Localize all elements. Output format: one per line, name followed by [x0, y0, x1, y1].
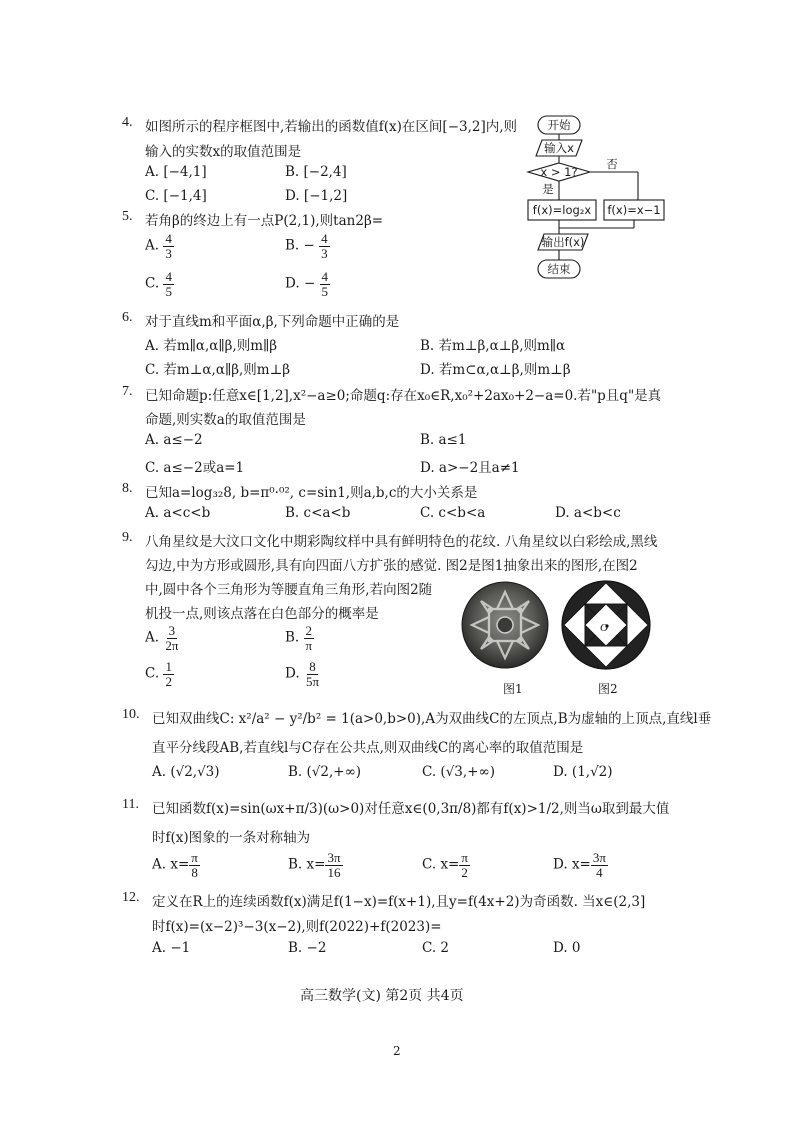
question-12-text-line1: 定义在R上的连续函数f(x)满足f(1−x)=f(x+1),且y=f(4x+2)为奇函数. 当x∈(2,3] [152, 894, 646, 910]
question-11-option-b [288, 851, 343, 879]
figure-2-center-label: O [600, 622, 608, 634]
question-7-option-a: A. a≤−2 [145, 432, 203, 448]
fraction-numerator: 4 [321, 231, 328, 246]
option-label: D. [553, 856, 568, 873]
flowchart-yes-label: 是 [542, 182, 554, 196]
option-sign: − [303, 275, 316, 292]
figure-1-pottery-photo [460, 580, 550, 670]
question-11-text-line1: 已知函数f(x)=sin(ωx+π/3)(ω>0)对任意x∈(0,3π/8)都有f(x)>1/2,则当ω取到最大值 [152, 801, 670, 817]
fraction [591, 851, 608, 879]
option-prefix: x= [571, 856, 591, 873]
page-footer: 高三数学(文) 第2页 共4页 [300, 988, 464, 1004]
question-4-text-line1: 如图所示的程序框图中,若输出的函数值f(x)在区间[−3,2]内,则 [145, 119, 518, 135]
question-10-option-a: A. (√2,√3) [152, 764, 220, 780]
page-number: 2 [393, 1044, 401, 1058]
question-7-option-b: B. a≤1 [420, 432, 467, 448]
question-8-option-c: C. c<b<a [420, 505, 486, 521]
question-8-option-d: D. a<b<c [555, 505, 621, 521]
question-8-text-line1: 已知a=log₃₂8, b=π⁰·⁰², c=sin1,则a,b,c的大小关系是 [145, 485, 478, 501]
fraction-denominator: 5 [321, 283, 329, 299]
question-10-text-line1: 已知双曲线C: x²/a² − y²/b² = 1(a>0,b>0),A为双曲线C的左顶点,B为虚轴的上顶点,直线l垂 [152, 711, 712, 727]
flowchart-condition-label: x > 1? [540, 165, 578, 179]
question-7-option-d: D. a>−2且a≠1 [420, 460, 520, 476]
flowchart-input-label: 输入x [544, 141, 574, 155]
fraction-numerator: 4 [165, 269, 172, 284]
flowchart-linear-label: f(x)=x−1 [607, 203, 661, 217]
fraction-numerator: 3 [168, 623, 176, 638]
figure-2-caption: 图2 [598, 682, 618, 696]
fraction-denominator: 5 [165, 283, 172, 299]
question-4-option-d: D. [−1,2] [285, 188, 348, 204]
question-6-option-c: C. 若m⊥α,α∥β,则m⊥β [145, 362, 291, 378]
question-4-option-a: A. [−4,1] [145, 164, 207, 180]
question-5-text-line1: 若角β的终边上有一点P(2,1),则tan2β= [145, 213, 384, 229]
question-11-text-line2: 时f(x)图象的一条对称轴为 [152, 830, 311, 846]
fraction-denominator: 2 [461, 864, 468, 880]
fraction [304, 624, 315, 652]
question-10-text-line2: 直平分线段AB,若直线l与C存在公共点,则双曲线C的离心率的取值范围是 [152, 740, 584, 756]
question-9-option-a [145, 624, 180, 652]
option-label: B. [285, 237, 300, 254]
question-8-option-a: A. a<c<b [145, 505, 211, 521]
fraction [319, 232, 330, 260]
fraction [189, 851, 200, 879]
question-6-option-a: A. 若m∥α,α∥β,则m∥β [145, 338, 278, 354]
question-4-option-c: C. [−1,4] [145, 188, 207, 204]
flowchart-start-label: 开始 [547, 118, 571, 132]
fraction-denominator: 16 [327, 864, 341, 880]
fraction-numerator: 4 [165, 231, 172, 246]
fraction-denominator: 3 [165, 245, 172, 261]
fraction-numerator: 8 [309, 659, 316, 674]
question-9-option-d [285, 660, 321, 688]
fraction [163, 660, 174, 688]
question-8-option-b: B. c<a<b [285, 505, 351, 521]
fraction-denominator: 8 [191, 864, 198, 880]
fraction-denominator: 3 [321, 245, 328, 261]
option-prefix: x= [306, 856, 326, 873]
flowchart-log-label: f(x)=log₂x [532, 203, 592, 217]
fraction-denominator: 5π [305, 673, 320, 689]
flowchart-output-label: 输出f(x) [541, 235, 585, 249]
fraction-denominator: 2π [165, 637, 179, 653]
question-12-number: 12. [122, 890, 140, 905]
question-11-option-a [152, 851, 200, 879]
question-11-option-d [553, 851, 608, 879]
figure-1-caption: 图1 [503, 682, 523, 696]
fraction-numerator: 3π [327, 850, 341, 865]
flowchart-no-label: 否 [606, 157, 618, 171]
question-4-option-b: B. [−2,4] [285, 164, 347, 180]
question-4-number: 4. [122, 115, 133, 130]
fraction-numerator: 3π [592, 850, 606, 865]
question-7-text-line2: 命题,则实数a的取值范围是 [145, 412, 306, 428]
question-9-text-line3: 中,圆中各个三角形为等腰直角三角形,若向图2随 [145, 582, 433, 598]
fraction [325, 851, 342, 879]
option-label: C. [145, 665, 160, 682]
option-prefix: x= [440, 856, 460, 873]
question-11-option-c [422, 851, 470, 879]
fraction-denominator: 2 [165, 673, 172, 689]
question-12-text-line2: 时f(x)=(x−2)³−3(x−2),则f(2022)+f(2023)= [152, 919, 442, 935]
question-5-option-b [285, 232, 330, 260]
question-9-option-c [145, 660, 174, 688]
question-12-option-d: D. 0 [553, 940, 581, 956]
question-9-text-line4: 机投一点,则该点落在白色部分的概率是 [145, 606, 379, 622]
question-12-option-a: A. −1 [152, 940, 191, 956]
option-label: C. [145, 275, 160, 292]
question-5-option-d [285, 270, 330, 298]
figure-2-octagram [560, 578, 652, 672]
fraction [163, 232, 174, 260]
question-6-text-line1: 对于直线m和平面α,β,下列命题中正确的是 [145, 314, 400, 330]
question-10-option-d: D. (1,√2) [553, 764, 613, 780]
option-label: B. [285, 629, 300, 646]
question-8-number: 8. [122, 481, 133, 496]
question-9-option-b [285, 624, 314, 652]
fraction-numerator: 4 [321, 269, 329, 284]
option-label: A. [145, 237, 160, 254]
option-label: B. [288, 856, 303, 873]
question-10-option-c: C. (√3,+∞) [422, 764, 496, 780]
question-6-number: 6. [122, 310, 133, 325]
fraction-denominator: π [305, 637, 313, 653]
question-6-option-d: D. 若m⊂α,α⊥β,则m⊥β [420, 362, 571, 378]
question-9-text-line1: 八角星纹是大汶口文化中期彩陶纹样中具有鲜明特色的花纹. 八角星纹以白彩绘成,黑线 [145, 534, 658, 550]
flowchart [520, 110, 670, 290]
fraction [163, 624, 180, 652]
question-6-option-b: B. 若m⊥β,α⊥β,则m∥α [420, 338, 566, 354]
fraction-numerator: π [191, 850, 198, 865]
question-4-text-line2: 输入的实数x的取值范围是 [145, 144, 302, 160]
fraction [320, 270, 331, 298]
question-7-option-c: C. a≤−2或a=1 [145, 460, 245, 476]
question-5-number: 5. [122, 209, 133, 224]
fraction [304, 660, 321, 688]
fraction-numerator: 2 [305, 623, 313, 638]
flowchart-end-label: 结束 [547, 262, 571, 276]
question-5-option-c [145, 270, 174, 298]
question-10-option-b: B. (√2,+∞) [288, 764, 362, 780]
fraction-numerator: 1 [165, 659, 172, 674]
option-sign: − [303, 237, 315, 254]
question-5-option-a [145, 232, 174, 260]
question-7-text-line1: 已知命题p:任意x∈[1,2],x²−a≥0;命题q:存在x₀∈R,x₀²+2ax₀+2−a=0.若"p且q"是真 [145, 388, 662, 404]
option-label: D. [285, 275, 300, 292]
option-label: C. [422, 856, 437, 873]
option-label: D. [285, 665, 300, 682]
option-label: A. [145, 629, 160, 646]
fraction-numerator: π [461, 850, 468, 865]
option-label: A. [152, 856, 167, 873]
question-7-number: 7. [122, 384, 133, 399]
question-12-option-b: B. −2 [288, 940, 327, 956]
fraction-denominator: 4 [596, 864, 603, 880]
question-12-option-c: C. 2 [422, 940, 450, 956]
question-11-number: 11. [122, 797, 139, 812]
fraction [459, 851, 470, 879]
question-10-number: 10. [122, 707, 140, 722]
question-9-number: 9. [122, 530, 133, 545]
question-9-text-line2: 勾边,中为方形或圆形,具有向四面八方扩张的感觉. 图2是图1抽象出来的图形,在图2 [145, 558, 638, 574]
option-prefix: x= [170, 856, 190, 873]
fraction [163, 270, 174, 298]
